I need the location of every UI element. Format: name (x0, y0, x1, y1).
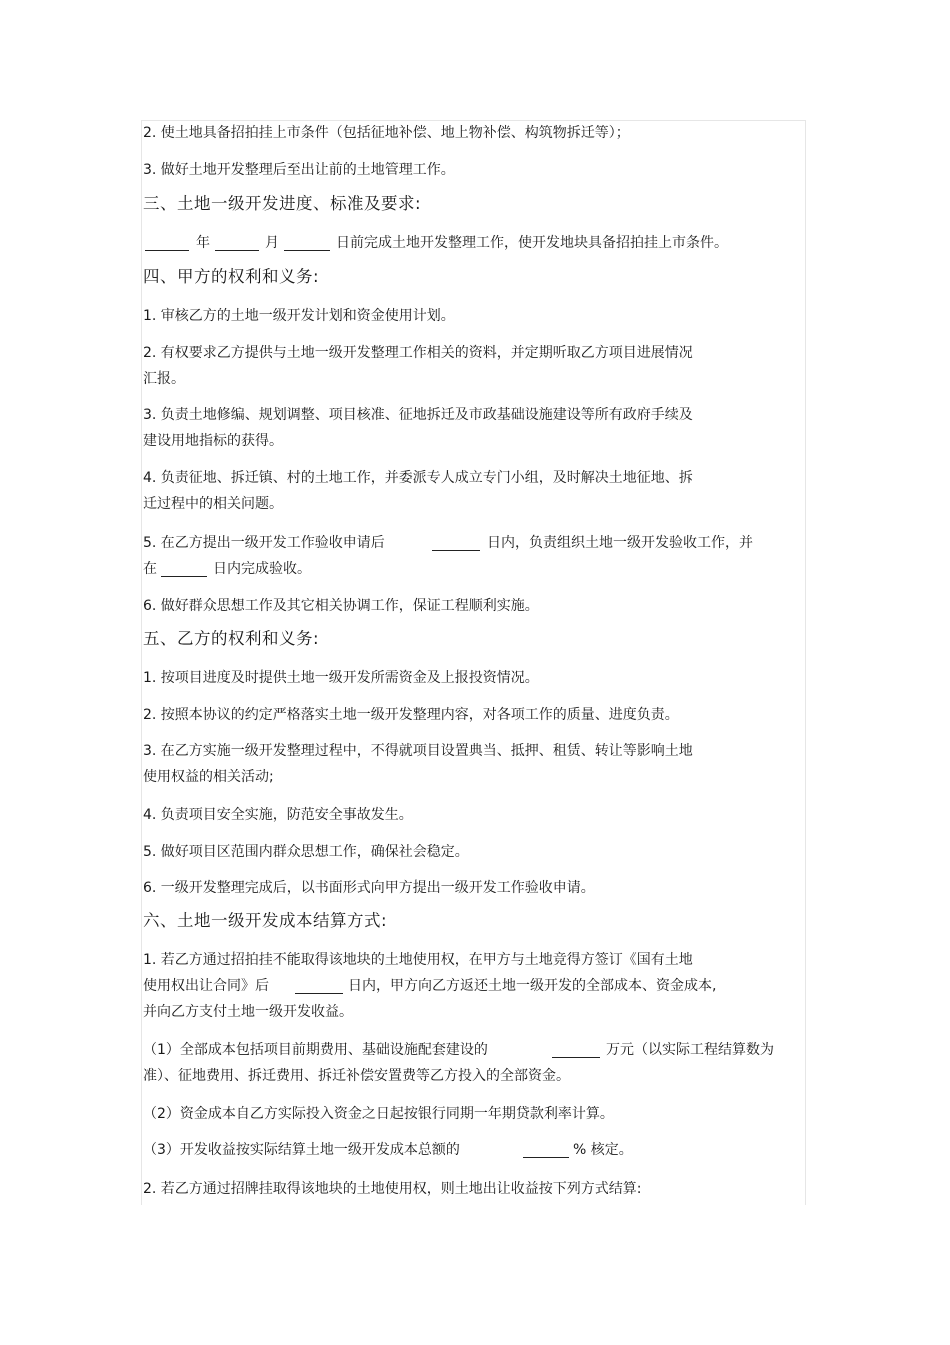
section-4-heading: 四、甲方的权利和义务: (143, 267, 320, 286)
clause-5-3-line2: 使用权益的相关活动; (143, 769, 274, 785)
clause-1-2: 2. 使土地具备招拍挂上市条件（包括征地补偿、地上物补偿、构筑物拆迁等）； (143, 125, 630, 141)
blank-year (145, 250, 189, 251)
item-2: （2）资金成本自乙方实际投入资金之日起按银行同期一年期贷款利率计算。 (143, 1106, 614, 1122)
blank-amount (552, 1057, 600, 1058)
clause-4-5-part2: 日内，负责组织土地一级开发验收工作，并 (487, 535, 753, 551)
clause-5-1: 1. 按项目进度及时提供土地一级开发所需资金及上报投资情况。 (143, 670, 539, 686)
clause-4-3-line2: 建设用地指标的获得。 (143, 433, 283, 449)
clause-6-1-line2b: 日内，甲方向乙方返还土地一级开发的全部成本、资金成本, (348, 978, 717, 994)
clause-5-4: 4. 负责项目安全实施，防范安全事故发生。 (143, 807, 413, 823)
label-month: 月 (265, 235, 279, 251)
clause-6-2: 2. 若乙方通过招牌挂取得该地块的土地使用权，则土地出让收益按下列方式结算: (143, 1181, 642, 1197)
clause-4-6: 6. 做好群众思想工作及其它相关协调工作，保证工程顺利实施。 (143, 598, 539, 614)
clause-6-1-line2a: 使用权出让合同》后 (143, 978, 269, 994)
section-5-heading: 五、乙方的权利和义务: (143, 629, 320, 648)
clause-4-4-line1: 4. 负责征地、拆迁镇、村的土地工作，并委派专人成立专门小组，及时解决土地征地、拆 (143, 470, 693, 486)
clause-4-5-part3: 在 (143, 561, 157, 577)
clause-6-1-line1: 1. 若乙方通过招拍挂不能取得该地块的土地使用权，在甲方与土地竞得方签订《国有土地 (143, 952, 693, 968)
item-1-part2: 万元（以实际工程结算数为 (606, 1042, 774, 1058)
clause-4-3-line1: 3. 负责土地修编、规划调整、项目核准、征地拆迁及市政基础设施建设等所有政府手续及 (143, 407, 693, 423)
clause-4-2-line1: 2. 有权要求乙方提供与土地一级开发整理工作相关的资料，并定期听取乙方项目进展情况 (143, 345, 693, 361)
clause-4-5-part1: 5. 在乙方提出一级开发工作验收申请后 (143, 535, 385, 551)
clause-5-5: 5. 做好项目区范围内群众思想工作，确保社会稳定。 (143, 844, 469, 860)
clause-6-1-line3: 并向乙方支付土地一级开发收益。 (143, 1004, 353, 1020)
blank-refund-days (295, 993, 343, 994)
clause-1-3: 3. 做好土地开发整理后至出让前的土地管理工作。 (143, 162, 455, 178)
clause-5-2: 2. 按照本协议的约定严格落实土地一级开发整理内容，对各项工作的质量、进度负责。 (143, 707, 679, 723)
clause-4-2-line2: 汇报。 (143, 371, 185, 387)
item-3-part1: （3）开发收益按实际结算土地一级开发成本总额的 (143, 1142, 460, 1158)
blank-month (215, 250, 259, 251)
section-6-heading: 六、土地一级开发成本结算方式: (143, 911, 388, 930)
item-1-part1: （1）全部成本包括项目前期费用、基础设施配套建设的 (143, 1042, 488, 1058)
blank-percent (523, 1157, 569, 1158)
item-3-part2: % 核定。 (573, 1142, 633, 1158)
blank-completion-days (161, 576, 207, 577)
blank-day (284, 250, 330, 251)
section-3-heading: 三、土地一级开发进度、标准及要求: (143, 194, 422, 213)
deadline-text: 日前完成土地开发整理工作，使开发地块具备招拍挂上市条件。 (336, 235, 728, 251)
clause-4-5-part4: 日内完成验收。 (213, 561, 311, 577)
label-year: 年 (196, 235, 210, 251)
clause-4-4-line2: 迁过程中的相关问题。 (143, 496, 283, 512)
blank-acceptance-days (432, 550, 480, 551)
clause-5-3-line1: 3. 在乙方实施一级开发整理过程中，不得就项目设置典当、抵押、租赁、转让等影响土地 (143, 743, 693, 759)
clause-4-1: 1. 审核乙方的土地一级开发计划和资金使用计划。 (143, 308, 455, 324)
clause-5-6: 6. 一级开发整理完成后，以书面形式向甲方提出一级开发工作验收申请。 (143, 880, 595, 896)
item-1-line2: 准）、征地费用、拆迁费用、拆迁补偿安置费等乙方投入的全部资金。 (143, 1068, 570, 1084)
